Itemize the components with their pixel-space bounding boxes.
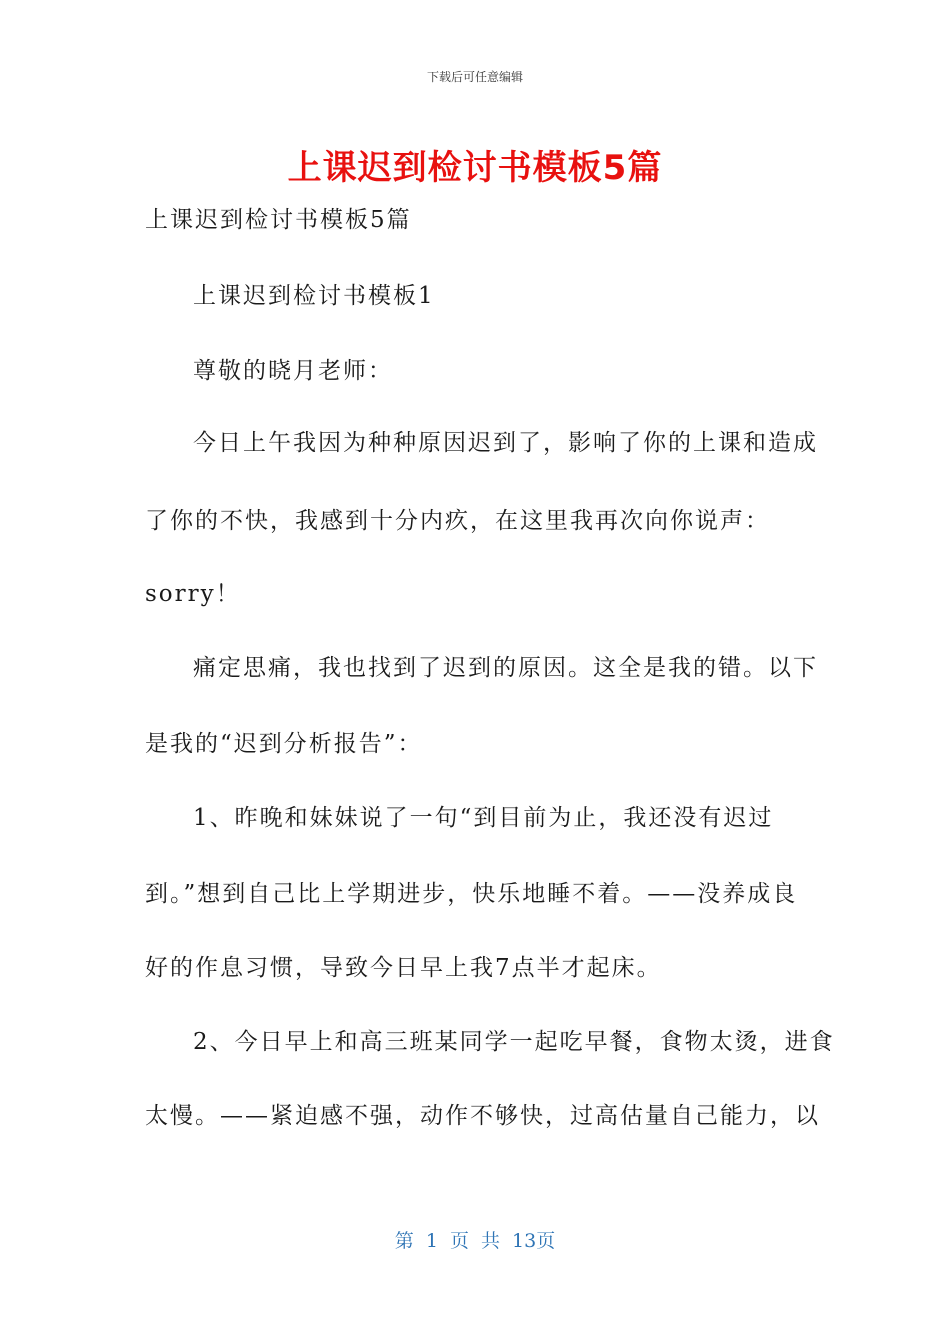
page-number-footer: 第 1 页 共 13页 [394,1230,556,1252]
paragraph-line: sorry！ [145,581,241,607]
paragraph-line: 了你的不快，我感到十分内疚，在这里我再次向你说声： [145,508,770,534]
paragraph-line: 2、今日早上和高三班某同学一起吃早餐，食物太烫，进食 [193,1029,835,1055]
paragraph-line: 到。”想到自己比上学期进步，快乐地睡不着。——没养成良 [145,881,798,907]
paragraph-line: 今日上午我因为种种原因迟到了，影响了你的上课和造成 [193,430,818,456]
doc-subtitle-line: 上课迟到检讨书模板5篇 [145,207,412,233]
salutation: 尊敬的晓月老师： [193,358,393,384]
paragraph-line: 太慢。——紧迫感不强，动作不够快，过高估量自己能力，以 [145,1103,820,1129]
section-heading: 上课迟到检讨书模板1 [193,283,435,309]
header-note: 下载后可任意编辑 [426,70,523,84]
paragraph-line: 是我的“迟到分析报告”： [145,731,423,757]
document-title: 上课迟到检讨书模板5篇 [287,148,663,188]
paragraph-line: 1、昨晚和妹妹说了一句“到目前为止，我还没有迟过 [193,805,774,831]
paragraph-line: 好的作息习惯，导致今日早上我7点半才起床。 [145,955,662,981]
paragraph-line: 痛定思痛，我也找到了迟到的原因。这全是我的错。以下 [193,655,818,681]
